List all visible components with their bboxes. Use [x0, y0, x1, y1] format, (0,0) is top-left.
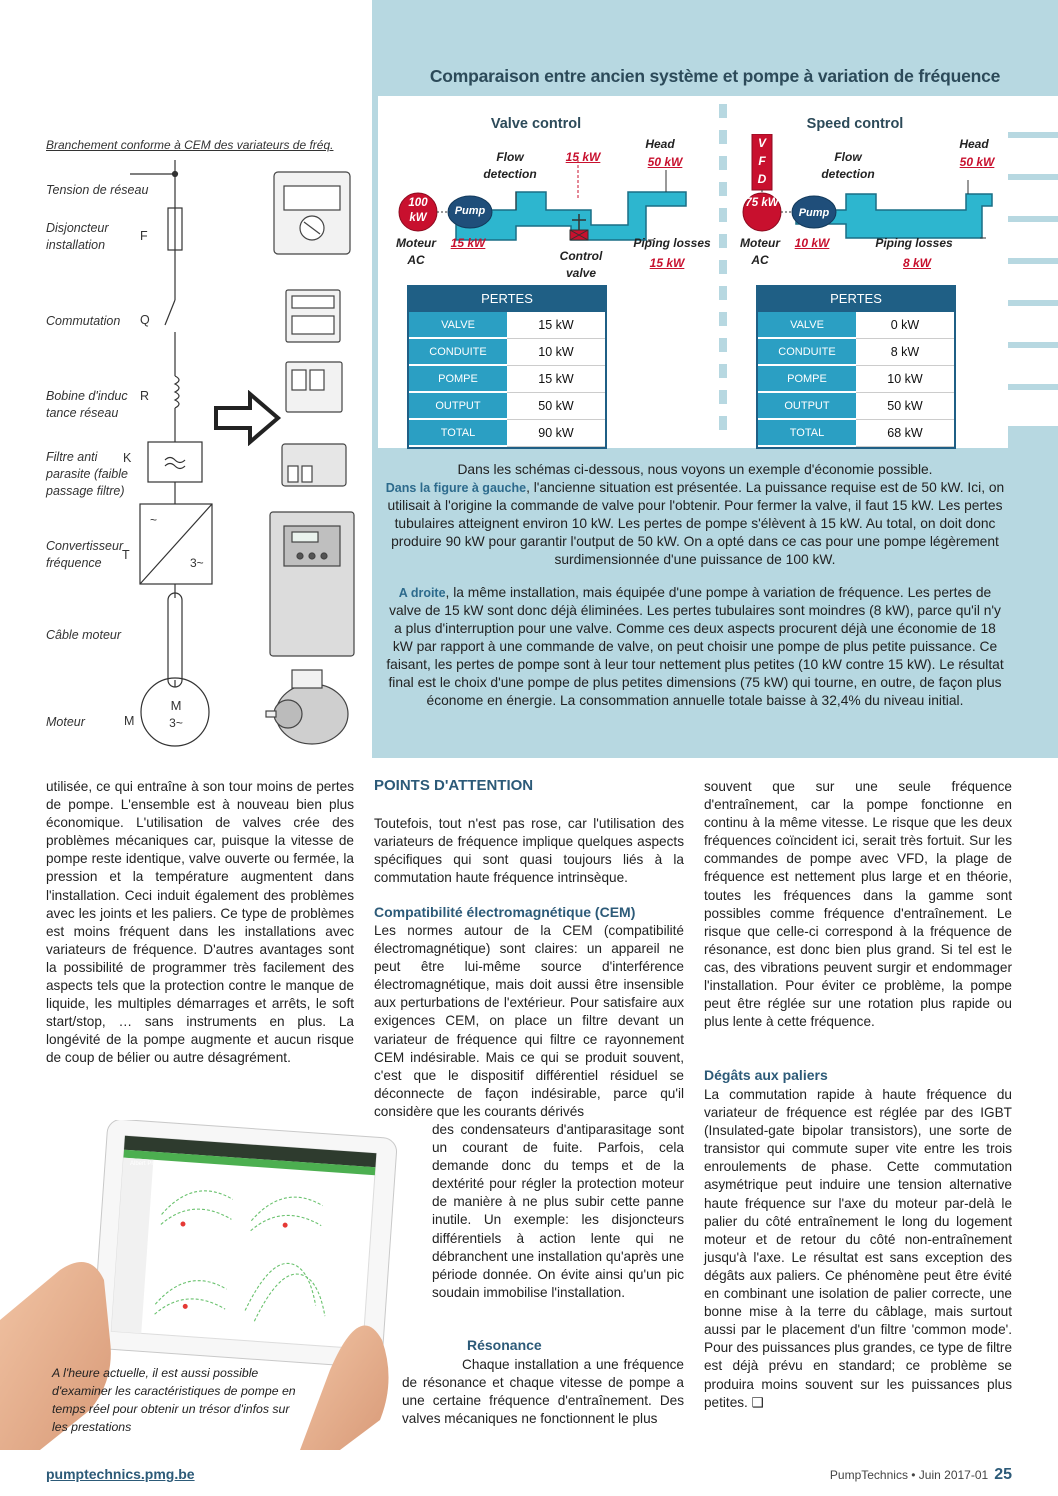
side-tab — [1008, 306, 1058, 342]
table-row: OUTPUT 50 kW — [409, 392, 605, 419]
separator — [715, 100, 731, 440]
cem-text: Les normes autour de la CEM (compatibilité électromagnétique) sont claires: un appareil ne peut être lui-même source d'interférence électromagnétique, mais doit aussi être insensible aux perturbations de l'extérieur. Pour satisfaire aux exigences CEM, on place un filtre devant un variateur de fréquence qui filtre ce rayonnement CEM indésirable. Mais ce qui se produit souvent, c'est que le dispositif différentiel résiduel se déconnecte de façon indésirable, parce qu'il considère que les courants dérivés — [374, 923, 684, 1119]
wiring-label: Filtre anti parasite (faible passage filtre) — [46, 450, 128, 498]
table-row: TOTAL 68 kW — [758, 419, 954, 446]
table-header: PERTES — [758, 285, 954, 312]
table-row: TOTAL 90 kW — [409, 419, 605, 446]
speed-pump-loss: 10 kW — [794, 236, 830, 250]
photo-caption: A l'heure actuelle, il est aussi possible d'examiner les caractéristiques de pompe en temps réel pour obtenir un trésor d'infos sur les prestations — [52, 1366, 296, 1434]
cem-text-continued: des condensateurs d'antiparasitage sont un courant de fuite. Parfois, cela demande donc du temps et de la dextérité pour régler la protection moteur de manière à ne plus subir cette panne inutile. Un exemple: les disjoncteurs différentiels à action lente qui ne débranchent une installation qu'après une période donnée. On évite ainsi qu'un pic soudain immobilise l'installation. — [432, 1122, 685, 1300]
wiring-label: Bobine d'induc tance réseau — [46, 389, 128, 420]
bearing-damage-heading: Dégâts aux paliers — [704, 1067, 828, 1083]
control-valve-label: Control valve — [559, 249, 603, 280]
wiring-schematic — [130, 160, 230, 760]
side-tab — [1008, 390, 1058, 426]
side-tab — [1008, 180, 1058, 216]
footer-url[interactable]: pumptechnics.pmg.be — [46, 1466, 195, 1482]
valve-head-label: Head — [645, 137, 675, 151]
side-tab — [1008, 222, 1058, 258]
valve-pump-loss: 15 kW — [450, 236, 486, 250]
valve-piping-value: 15 kW — [649, 256, 685, 270]
footer-issue — [830, 1466, 1012, 1484]
speed-piping-value: 8 kW — [902, 256, 931, 270]
wiring-letter: T — [122, 548, 130, 562]
vfd-letter: F — [758, 154, 766, 168]
speed-head-value: 50 kW — [959, 155, 995, 169]
explanation-lead: Dans les schémas ci-dessous, nous voyons un exemple d'économie possible. — [457, 462, 933, 477]
explanation-body: , l'ancienne situation est présentée. La puissance requise est de 50 kW. Ici, on utilisait à l'origine la commande de valve pour l'obtenir. Pour fermer la valve, il faut 15 kW. Les pertes tubulaires atteignent environ 10 kW. Les pertes de pompe s'élèvent à 15 kW. Au total, on doit donc produire 90 kW pour garantir l'output de 50 kW. On a opté dans ce cas pour une pompe légèrement surdimensionnée d'une puissance de 100 kW. — [387, 480, 1005, 568]
speed-pump-label: Pump — [798, 207, 830, 219]
vfd-letter: V — [757, 136, 766, 150]
wiring-label: Convertisseur fréquence — [46, 539, 124, 570]
highlight-right: A droite — [398, 585, 446, 600]
table-header: PERTES — [409, 285, 605, 312]
wiring-letter: K — [123, 451, 132, 465]
valve-flow-value: 15 kW — [565, 150, 601, 164]
column-3-text: souvent que sur une seule fréquence d'entraînement, car la pompe fonctionne en continu à la même vitesse. Le risque que les deux fréquences coïncident ici, serait très fortuit. Sur les commandes de pompe avec VFD, la plage de fréquence est nettement plus large et en théorie, toutes les fréquences dans la gamme sont possibles comme fréquence d'entraînement. Le risque que celle-ci correspond à la fréquence de résonance, est donc bien plus grand. Si tel est le cas, des vibrations peuvent surgir et endommager l'installation. Pour éviter ce problème, la pompe peut être réglée sur une rotation plus rapide ou plus lente à cette fréquence. — [704, 779, 1012, 1030]
wiring-label: Disjoncteur installation — [46, 221, 109, 252]
figure-title: Comparaison entre ancien système et pompe à variation de fréquence — [429, 66, 1001, 86]
wiring-label: Câble moteur — [46, 628, 122, 642]
valve-head-value: 50 kW — [647, 155, 683, 169]
page-number: 25 — [994, 1466, 1012, 1483]
valve-motor-label: Moteur AC — [396, 236, 436, 267]
converter-3phase-label: 3~ — [190, 556, 204, 570]
table-row: VALVE 0 kW — [758, 312, 954, 338]
table-row: OUTPUT 50 kW — [758, 392, 954, 419]
section-heading: POINTS D'ATTENTION — [374, 777, 534, 794]
tablet-brand: Albert Process — [130, 1161, 170, 1167]
losses-table-speed — [756, 285, 956, 449]
wiring-letter: M — [124, 714, 135, 728]
column-1-text: utilisée, ce qui entraîne à son tour moins de pertes de pompe. L'ensemble est à nouveau bien plus économique. L'utilisation de valves crée des problèmes mécaniques car, puisque la vitesse de pompe reste identique, valve ouverte ou fermée, la pression et la température augmentent dans l'installation. Ceci induit également des problèmes avec les joints et les paliers. Ce type de problèmes est moins fréquent dans les installations avec variateurs de fréquence. D'autres avantages sont la possibilité de programmer très facilement des aspects tels que la protection contre le manque de liquide, les multiples démarrages et arrêts, le soft start/stop, … sans instruments en plus. La longévité de la pompe augmente et aucun risque de coup de bélier ou autre désagrément. — [46, 779, 354, 1066]
valve-motor-value: 100 kW — [408, 197, 428, 224]
end-mark-icon: ❑ — [751, 1394, 764, 1410]
valve-flow-detection: Flow detection — [483, 150, 537, 181]
highlight-left: Dans la figure à gauche — [385, 481, 527, 496]
motor-m-label: M — [170, 698, 182, 713]
speed-flow-detection: Flow detection — [821, 150, 875, 181]
table-row: VALVE 15 kW — [409, 312, 605, 338]
bearing-damage-body: La commutation rapide à haute fréquence du variateur de fréquence est réglée par des IGBT (Insulated-gate bipolar transistors), une sorte de transistor qui commute super vite entre les trois enroulements de phase. Cette commutation asymétrique peut induire une tension alternative haute fréquence sur l'axe du moteur par-delà le palier du côté entraînement le long du logement moteur et de retour du côté non-entraînement jusqu'à l'axe. Le résultat est sans exception des dégâts aux paliers. Ce phénomène peut être évité en combinant une isolation de palier correcte, une bonne mise à la terre du câblage, mais surtout aussi par le placement d'un filtre 'common mode'. Pour des puissances plus grandes, ce type de filtre est déjà prévu en standard; ce problème se produira moins souvent sur les puissances plus petites. — [704, 1087, 1012, 1410]
valve-control-title: Valve control — [490, 116, 582, 132]
wiring-letter: R — [140, 389, 150, 403]
speed-motor-value: 75 kW — [745, 197, 779, 209]
speed-piping-losses: Piping losses — [875, 236, 953, 250]
wiring-title: Branchement conforme à CEM des variateurs de fréq. — [46, 138, 334, 152]
column-2-intro: Toutefois, tout n'est pas rose, car l'utilisation des variateurs de fréquence implique quelques aspects spécifiques qui sont quasi toujours liés à la commutation haute fréquence intrinsèque. — [374, 816, 684, 886]
issue-label: PumpTechnics • Juin 2017-01 — [829, 1468, 989, 1482]
side-tab — [1008, 264, 1058, 300]
wiring-letter: Q — [140, 313, 150, 327]
wiring-label: Moteur — [46, 715, 85, 729]
wiring-label: Tension de réseau — [46, 183, 149, 197]
cem-heading: Compatibilité électromagnétique (CEM) — [374, 904, 636, 920]
losses-table-valve — [407, 285, 607, 449]
wiring-letter: F — [140, 229, 148, 243]
vfd-letter: D — [757, 172, 767, 186]
valve-piping-losses: Piping losses — [633, 236, 711, 250]
device-illustrations — [262, 166, 362, 756]
speed-control-title: Speed control — [806, 116, 904, 132]
figure-explanation — [384, 461, 1006, 724]
speed-head-label: Head — [959, 137, 989, 151]
side-tab — [1008, 348, 1058, 384]
wiring-label: Commutation — [46, 314, 121, 328]
valve-pump-label: Pump — [454, 205, 486, 217]
explanation-body: , la même installation, mais équipée d'une pompe à variation de fréquence. Les pertes de valve de 15 kW sont donc déjà éliminées. Les pertes tubulaires sont moindres (8 kW), parce qu'il n'y a plus d'interruption pour une valve. Comme ces deux aspects procurent déjà une économie de 18 kW par rapport à une commande de valve, on peut choisir une pompe de plus petite puissance. Ce faisant, les pertes de pompe sont à leur tour nettement plus petites (10 kW contre 15 kW). Le résultat final est le choix d'une pompe de plus petites dimensions (75 kW) qui tourne, en outre, de façon plus économe en énergie. La consommation annuelle totale baisse à 32,4% du niveau initial. — [386, 584, 1004, 709]
vfd-label — [752, 134, 772, 188]
resonance-text: Chaque installation a une fréquence de résonance et chaque vitesse de pompe a une certaine fréquence d'entraînement. Des valves mécaniques ne fonctionnent le plus — [402, 1357, 684, 1427]
motor-3phase-label: 3~ — [169, 716, 183, 730]
side-tab — [1008, 96, 1058, 132]
side-tab — [1008, 138, 1058, 174]
speed-motor-label: Moteur AC — [740, 236, 780, 267]
converter-ac-symbol: ~ — [150, 513, 158, 527]
table-row: CONDUITE 10 kW — [409, 338, 605, 365]
table-row: POMPE 10 kW — [758, 365, 954, 392]
table-row: POMPE 15 kW — [409, 365, 605, 392]
table-row: CONDUITE 8 kW — [758, 338, 954, 365]
resonance-heading: Résonance — [467, 1337, 542, 1353]
bearing-damage-text — [704, 1086, 1012, 1412]
